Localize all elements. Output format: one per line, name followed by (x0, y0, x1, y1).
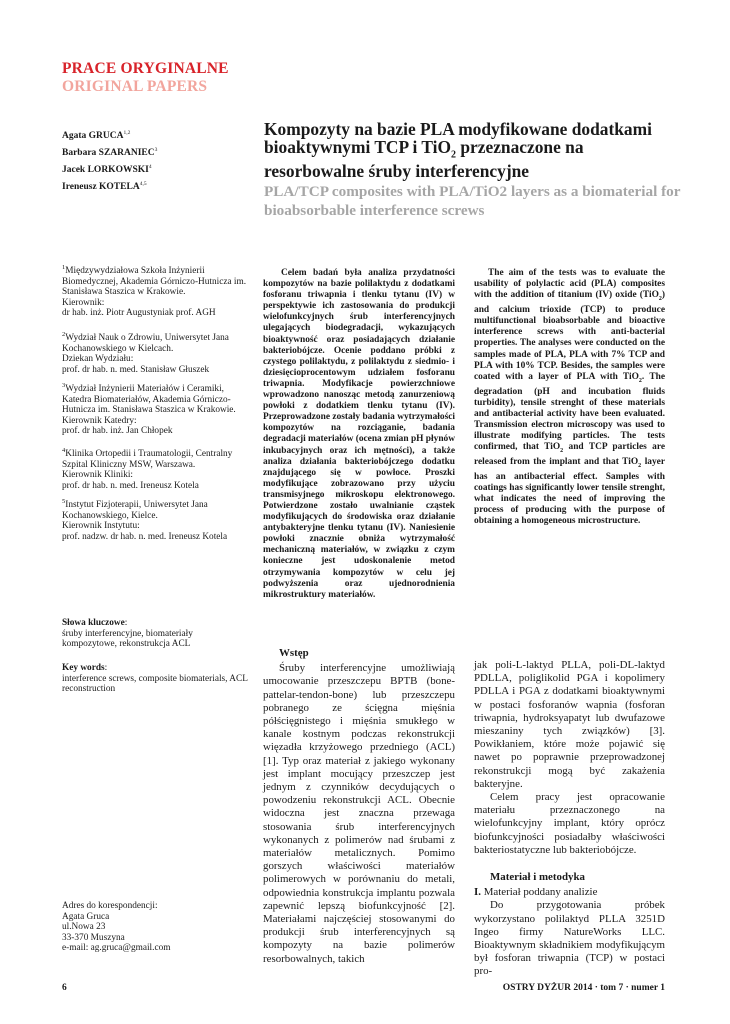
section-label-pl: PRACE ORYGINALNE (62, 60, 229, 77)
page-number: 6 (62, 983, 67, 993)
section-heading-methods: Materiał i metodyka (490, 871, 585, 884)
paragraph: Do przygotowania próbek wykorzystano polilaktyd PLLA 3251D Ingeo firmy NatureWorks LLC. Bioaktywnym składnikiem modyfikującym był fosforan triwapnia (TCP) w postaci pro- (474, 899, 665, 978)
paragraph: Celem pracy jest opracowanie materiału przeznaczonego na wielofunkcyjny implant, który oprócz biofunkcyjności posiadałby właściwości bakteriostatyczne lub bakteriobójcze. (474, 791, 665, 856)
body-column-right (474, 659, 665, 979)
article-title-pl: Kompozyty na bazie PLA modyfikowane dodatkami bioaktywnymi TCP i TiO$_2$ przeznaczone na resorbowalne śruby interferencyjne (264, 119, 652, 182)
paragraph: Śruby interferencyjne umożliwiają umocowanie przeszczepu BPTB (bone-pattelar-tendon-bone) lub przeszczepu pobranego ze ścięgna mięśnia półścięgnistego i mięśnia smukłego w kanale kostnym podczas rekonstrukcji więzadła krzyżowego przedniego (ACL) [1]. Typ oraz materiał z jakiego wykonany jest implant mocujący przeszczep jest jednym z czynników decydujących o powodzeniu rekonstrukcji ACL. Obecnie widoczna jest znaczna przewaga stosowania śrub interferencyjnych wykonanych z polimerów nad śrubami z materiałów metalicznych. Pomimo gorszych właściwości materiałów polimerowych w porównaniu do metali, odpowiednia konstrukcja implantu pozwala zapewnić lepszą biofunkcyjność [2]. Materiałami najczęściej stosowanymi do produkcji śrub interferencyjnych są kompozyty na bazie polimerów resorbowalnych, takich (263, 662, 455, 965)
body-column-left (263, 647, 455, 966)
keywords-pl: Słowa kluczowe: śruby interferencyjne, biomateriały kompozytowe, rekonstrukcja ACL (62, 618, 193, 650)
affiliation: $^5$Instytut Fizjoterapii, Uniwersytet Jana Kochanowskiego, Kielce. Kierownik Instytutu: prof. nadzw. dr hab. n. med. Ireneusz Kotela (62, 498, 228, 542)
article-title-en: PLA/TCP composites with PLA/TiO2 layers as a biomaterial for bioabsorbable interference screws (264, 183, 681, 219)
affiliation: $^1$Międzywydziałowa Szkoła Inżynierii Biomedycznej, Akademia Górniczo-Hutnicza im. Stanisława Staszica w Krakowie. Kierownik: dr hab. inż. Piotr Augustyniak prof. AGH (62, 264, 247, 319)
author: Barbara SZARANIEC$^3$ (62, 147, 158, 159)
keywords-en: Key words: interference screws, composite biomaterials, ACL reconstruction (62, 663, 248, 695)
paragraph: jak poli-L-laktyd PLLA, poli-DL-laktyd PDLLA, poliglikolid PGA i kopolimery PDLLA i PGA z dodatkami bioaktywnymi w postaci fosforanów wapnia (fosforan triwapnia, hydroksyapatyt lub dwufazowe mieszaniny tych związków) [3]. Powikłaniem, które może pojawić się nawet po poprawnie przeprowadzonej rekonstrukcji mogą być zakażenia bakteryjne. (474, 659, 665, 790)
section-label-en: ORIGINAL PAPERS (62, 78, 208, 95)
correspondence-address: Adres do korespondencji: Agata Gruca ul.Nowa 23 33-370 Muszyna e-mail: ag.gruca@gmail.com (62, 901, 171, 954)
abstract-pl: Celem badań była analiza przydatności kompozytów na bazie polilaktydu z dodatkami fosforanu triwapnia i tlenku tytanu (IV) w perspektywie ich zastosowania do produkcji wielofunkcyjnych śrub interferencyjnych ulegających biodegradacji, wykazujących bioaktywność oraz posiadających działanie bakteriobójcze. Ocenie poddano próbki z czystego polilaktydu, z polilaktydu z siedmio- i dziesięcioprocentowym udziałem fosforanu triwapnia. Modyfikacje powierzchniowe wprowadzono nanosząc metodą zanurzeniową powłoki z dodatkiem tlenku tytanu (IV). Przeprowadzone zostały badania wytrzymałości kompozytów na rozciąganie, badania degradacji materiałów (ocena zmian pH płynów inkubacyjnych oraz ich mętności), a także analiza działania bakteriobójczego dodatku znajdującego się w powłoce. Proszki modyfikujące zobrazowano przy użyciu transmisyjnego mikroskopu elektronowego. Potwierdzone zostało uwalnianie cząstek modyfikujących do środowiska oraz działanie antybakteryjne tlenku tytanu (IV). Naniesienie powłoki znacznie obniża wytrzymałość mechaniczną materiałów, w związku z czym konieczne jest udoskonalenie metod otrzymywania kompozytów w celu jej podwyższenia oraz ujednorodnienia mikrostruktury materiałów. (263, 268, 455, 600)
subsection-heading: I. Materiał poddany analizie (474, 886, 598, 899)
affiliation: $^3$Wydział Inżynierii Materiałów i Ceramiki, Katedra Biomateriałów, Akademia Górniczo-Hutnicza im. Stanisława Staszica w Krakowie. Kierownik Katedry: prof. dr hab. inż. Jan Chłopek (62, 382, 236, 437)
section-heading-intro: Wstęp (279, 647, 309, 659)
author-list (62, 125, 247, 193)
author: Agata GRUCA$^{1,2}$ (62, 130, 131, 142)
abstract-en: The aim of the tests was to evaluate the usability of polylactic acid (PLA) composites with the addition of titanium (IV) oxide (TiO$_2$) and calcium trioxide (TCP) to produce multifunctional bioabsorbable and bioactive interference screws with anti-bacterial properties. The analyses were conducted on the samples made of PLA, PLA with 7% TCP and PLA with 10% TCP. Besides, the samples were coated with a layer of PLA with TiO$_2$. The degradation (pH and incubation fluids turbidity), tensile strenght of these materials and antibacterial activity have been evaluated. Transmission electron microscopy was used to illustrate modifying particles. The tests confirmed, that TiO$_2$ and TCP particles are released from the implant and that TiO$_2$ layer has an antibacterial effect. Samples with coatings has significantly lower tensile strenght, what indicates the need of improving the process of producing with the purpose of obtaining a homogeneous microstructure. (474, 268, 666, 527)
author: Jacek LORKOWSKI$^4$ (62, 164, 152, 176)
journal-footer: OSTRY DYŻUR 2014 · tom 7 · numer 1 (502, 983, 665, 993)
author: Ireneusz KOTELA$^{4,5}$ (62, 181, 147, 193)
affiliation: $^2$Wydział Nauk o Zdrowiu, Uniwersytet Jana Kochanowskiego w Kielcach. Dziekan Wydziału: prof. dr hab. n. med. Stanisław Głuszek (62, 331, 229, 375)
affiliation: $^4$Klinika Ortopedii i Traumatologii, Centralny Szpital Kliniczny MSW, Warszawa. Kierownik Kliniki: prof. dr hab. n. med. Ireneusz Kotela (62, 447, 233, 491)
